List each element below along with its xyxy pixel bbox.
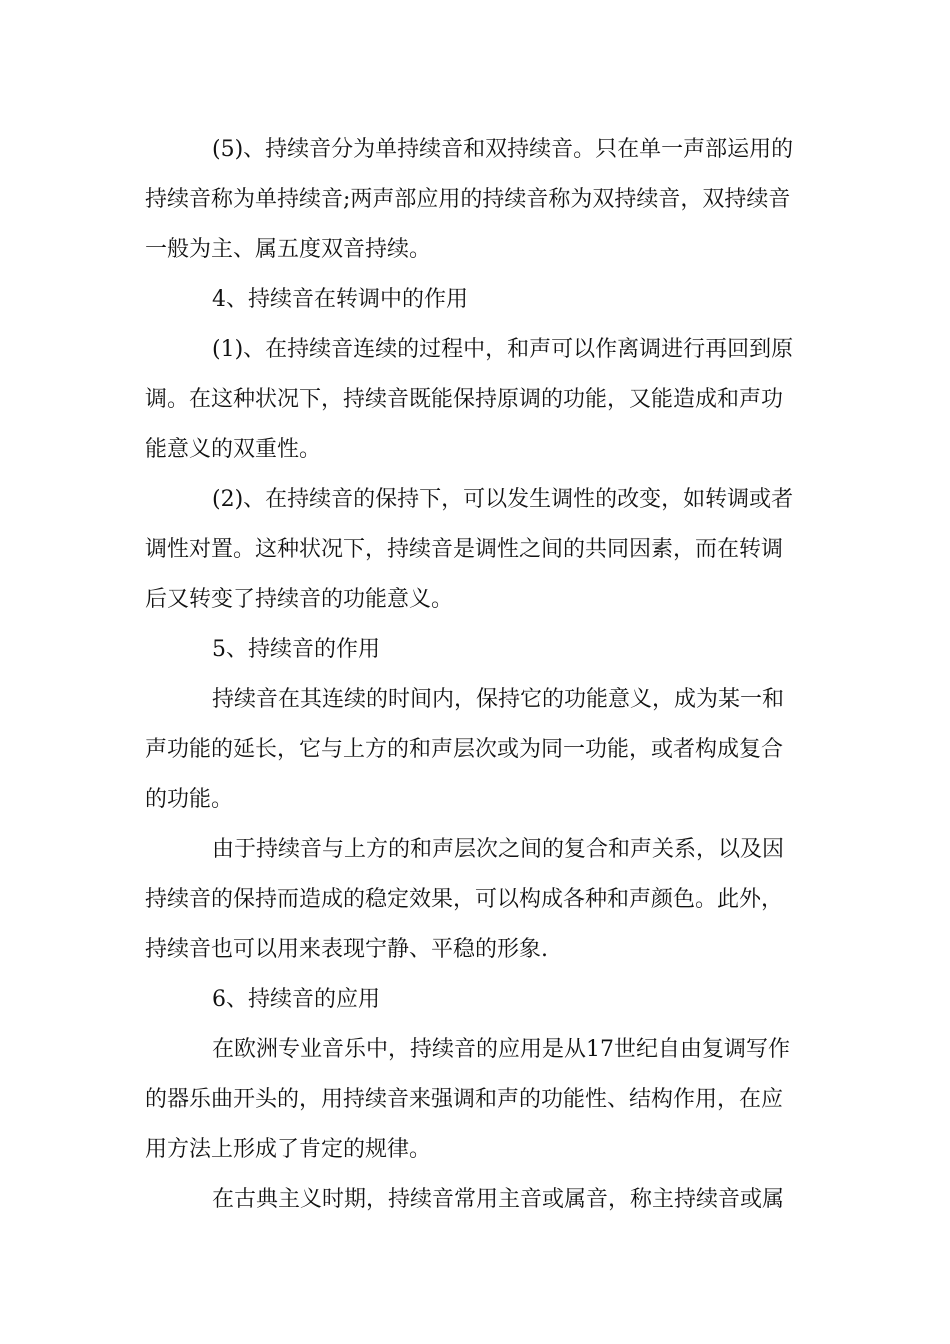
text-line: 在欧洲专业音乐中，持续音的应用是从17世纪自由复调写作 bbox=[212, 1037, 790, 1062]
text-line: 由于持续音与上方的和声层次之间的复合和声关系，以及因 bbox=[212, 837, 785, 862]
text-line: 持续音的保持而造成的稳定效果，可以构成各种和声颜色。此外， bbox=[145, 887, 784, 912]
text-line: 持续音在其连续的时间内，保持它的功能意义，成为某一和 bbox=[212, 687, 785, 712]
text-line: 在古典主义时期，持续音常用主音或属音，称主持续音或属 bbox=[212, 1187, 785, 1212]
text-line: (1)、在持续音连续的过程中，和声可以作离调进行再回到原 bbox=[212, 337, 794, 362]
text-line: (2)、在持续音的保持下，可以发生调性的改变，如转调或者 bbox=[212, 487, 794, 512]
text-line: 调性对置。这种状况下，持续音是调性之间的共同因素，而在转调 bbox=[145, 537, 784, 562]
text-line: 一般为主、属五度双音持续。 bbox=[145, 237, 432, 262]
text-line: 能意义的双重性。 bbox=[145, 437, 322, 462]
section-heading: 6、持续音的应用 bbox=[212, 987, 380, 1012]
text-line: 声功能的延长，它与上方的和声层次或为同一功能，或者构成复合 bbox=[145, 737, 784, 762]
text-line: 持续音称为单持续音;两声部应用的持续音称为双持续音，双持续音 bbox=[145, 187, 791, 212]
text-line: (5)、持续音分为单持续音和双持续音。只在单一声部运用的 bbox=[212, 137, 794, 162]
text-line: 的器乐曲开头的，用持续音来强调和声的功能性、结构作用，在应 bbox=[145, 1087, 784, 1112]
section-heading: 5、持续音的作用 bbox=[212, 637, 380, 662]
text-line: 持续音也可以用来表现宁静、平稳的形象. bbox=[145, 937, 548, 962]
text-line: 的功能。 bbox=[145, 787, 234, 812]
text-line: 后又转变了持续音的功能意义。 bbox=[145, 587, 454, 612]
text-line: 用方法上形成了肯定的规律。 bbox=[145, 1137, 432, 1162]
text-line: 调。在这种状况下，持续音既能保持原调的功能，又能造成和声功 bbox=[145, 387, 784, 412]
section-heading: 4、持续音在转调中的作用 bbox=[212, 287, 468, 312]
